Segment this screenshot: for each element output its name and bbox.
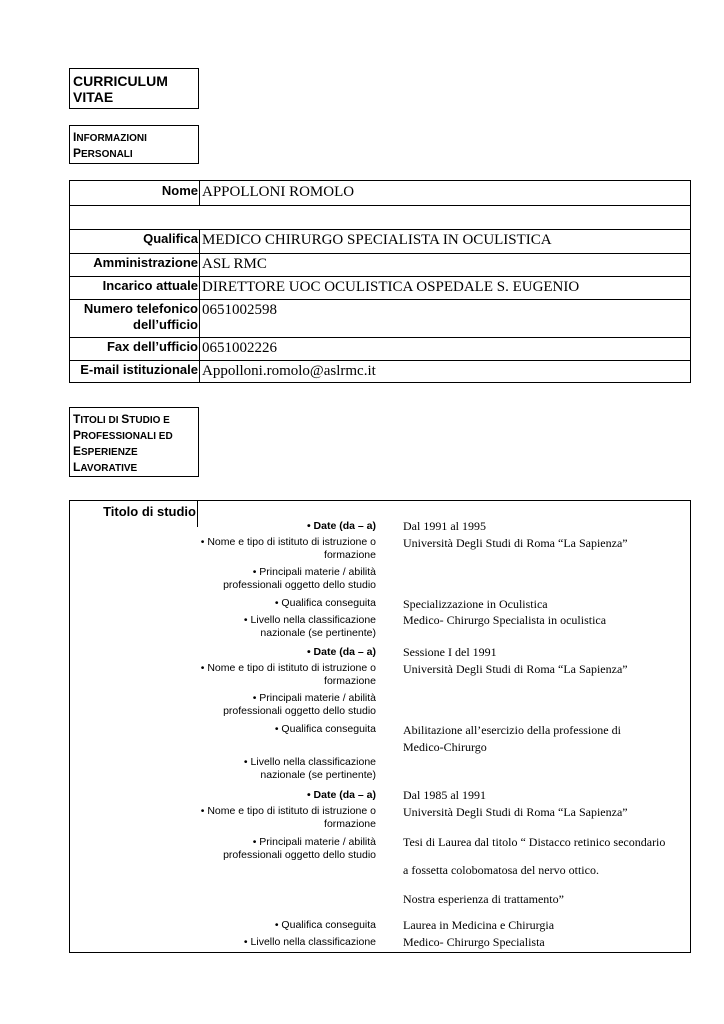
personal-row-amministrazione bbox=[70, 253, 690, 277]
entry-label: • Livello nella classificazione nazionale (se pertinente) bbox=[243, 756, 376, 781]
entry-label: • Qualifica conseguita bbox=[274, 597, 376, 609]
section-header-studies bbox=[69, 407, 199, 477]
entry-value: Dal 1991 al 1995 bbox=[403, 519, 486, 533]
entry-label: • Principali materie / abilità professionali oggetto dello studio bbox=[223, 836, 376, 861]
row-label: Numero telefonico dell’ufficio bbox=[83, 301, 198, 332]
entry-label: • Livello nella classificazione bbox=[243, 936, 376, 948]
personal-row-email bbox=[70, 360, 690, 382]
entry-value: Università Degli Studi di Roma “La Sapienza” bbox=[403, 662, 628, 676]
column-divider bbox=[199, 337, 200, 360]
row-label: Qualifica bbox=[143, 231, 198, 246]
entry-value: Università Degli Studi di Roma “La Sapienza” bbox=[403, 536, 628, 550]
header-text: NFORMAZIONI bbox=[76, 133, 147, 144]
column-divider bbox=[199, 181, 200, 205]
entry-label: • Date (da – a) bbox=[306, 520, 376, 532]
row-label: Fax dell’ufficio bbox=[106, 339, 198, 354]
entry-label: • Qualifica conseguita bbox=[274, 723, 376, 735]
row-label: E-mail istituzionale bbox=[80, 362, 198, 377]
header-letter: T bbox=[73, 412, 81, 426]
header-letter: I bbox=[73, 130, 77, 144]
entry-value: Nostra esperienza di trattamento” bbox=[403, 892, 564, 906]
row-label: Incarico attuale bbox=[102, 278, 198, 293]
column-divider bbox=[199, 253, 200, 276]
entry-label: • Qualifica conseguita bbox=[274, 919, 376, 931]
entry-label: • Principali materie / abilità professionali oggetto dello studio bbox=[223, 566, 376, 591]
header-text: AVORATIVE bbox=[80, 463, 138, 474]
personal-info-table bbox=[69, 180, 691, 383]
entry-value: Università Degli Studi di Roma “La Sapienza” bbox=[403, 805, 628, 819]
personal-row-empty bbox=[70, 205, 690, 230]
entry-value: Abilitazione all’esercizio della professione di bbox=[403, 723, 621, 737]
header-letter: E bbox=[73, 444, 82, 458]
cv-title bbox=[69, 68, 199, 109]
entry-value: Tesi di Laurea dal titolo “ Distacco retinico secondario bbox=[403, 835, 666, 849]
studies-table bbox=[69, 500, 691, 953]
header-text: SPERIENZE bbox=[81, 447, 138, 458]
personal-row-fax bbox=[70, 337, 690, 361]
row-value: APPOLLONI ROMOLO bbox=[202, 184, 355, 200]
entry-value: Sessione I del 1991 bbox=[403, 645, 497, 659]
entry-label: • Principali materie / abilità professionali oggetto dello studio bbox=[223, 692, 376, 717]
entry-label: • Nome e tipo di istituto di istruzione o formazione bbox=[200, 662, 376, 687]
entry-label: • Livello nella classificazione nazionale (se pertinente) bbox=[243, 614, 376, 639]
row-label: Nome bbox=[161, 183, 198, 198]
entry-value: Medico- Chirurgo Specialista in oculistica bbox=[403, 613, 607, 627]
header-text: TUDIO E bbox=[129, 415, 170, 426]
row-value: DIRETTORE UOC OCULISTICA OSPEDALE S. EUGENIO bbox=[202, 279, 580, 295]
entry-value: a fossetta colobomatosa del nervo ottico. bbox=[403, 863, 599, 877]
row-value: Appolloni.romolo@aslrmc.it bbox=[202, 363, 376, 379]
personal-row-incarico bbox=[70, 276, 690, 300]
entry-value: Specializzazione in Oculistica bbox=[403, 597, 548, 611]
header-text: ROFESSIONALI ED bbox=[81, 431, 173, 442]
entry-value: Medico- Chirurgo Specialista bbox=[403, 935, 545, 949]
entry-label: • Date (da – a) bbox=[306, 646, 376, 658]
column-divider bbox=[199, 299, 200, 337]
personal-row-telefono bbox=[70, 299, 690, 338]
entry-value: Medico-Chirurgo bbox=[403, 740, 487, 754]
header-letter: P bbox=[73, 146, 82, 160]
row-value: ASL RMC bbox=[202, 256, 267, 272]
section-header-personal bbox=[69, 125, 199, 164]
entry-label: • Nome e tipo di istituto di istruzione o formazione bbox=[200, 805, 376, 830]
header-text: ERSONALI bbox=[81, 149, 133, 160]
studies-title-label: Titolo di studio bbox=[103, 504, 196, 519]
row-label: Amministrazione bbox=[93, 255, 198, 270]
personal-row-qualifica bbox=[70, 229, 690, 254]
entry-label: • Nome e tipo di istituto di istruzione o formazione bbox=[200, 536, 376, 561]
personal-row-name bbox=[70, 181, 690, 206]
row-value: 0651002226 bbox=[202, 340, 277, 356]
row-value: MEDICO CHIRURGO SPECIALISTA IN OCULISTICA bbox=[202, 232, 552, 248]
header-letter: L bbox=[73, 460, 81, 474]
header-letter: S bbox=[121, 412, 130, 426]
cv-title-text: CURRICULUM VITAE bbox=[73, 73, 168, 105]
entry-label: • Date (da – a) bbox=[306, 789, 376, 801]
header-text: ITOLI DI bbox=[80, 415, 122, 426]
entry-value: Dal 1985 al 1991 bbox=[403, 788, 486, 802]
header-letter: P bbox=[73, 428, 82, 442]
column-divider bbox=[199, 360, 200, 382]
row-value: 0651002598 bbox=[202, 302, 277, 318]
entry-value: Laurea in Medicina e Chirurgia bbox=[403, 918, 555, 932]
column-divider bbox=[199, 229, 200, 253]
column-divider bbox=[199, 276, 200, 299]
